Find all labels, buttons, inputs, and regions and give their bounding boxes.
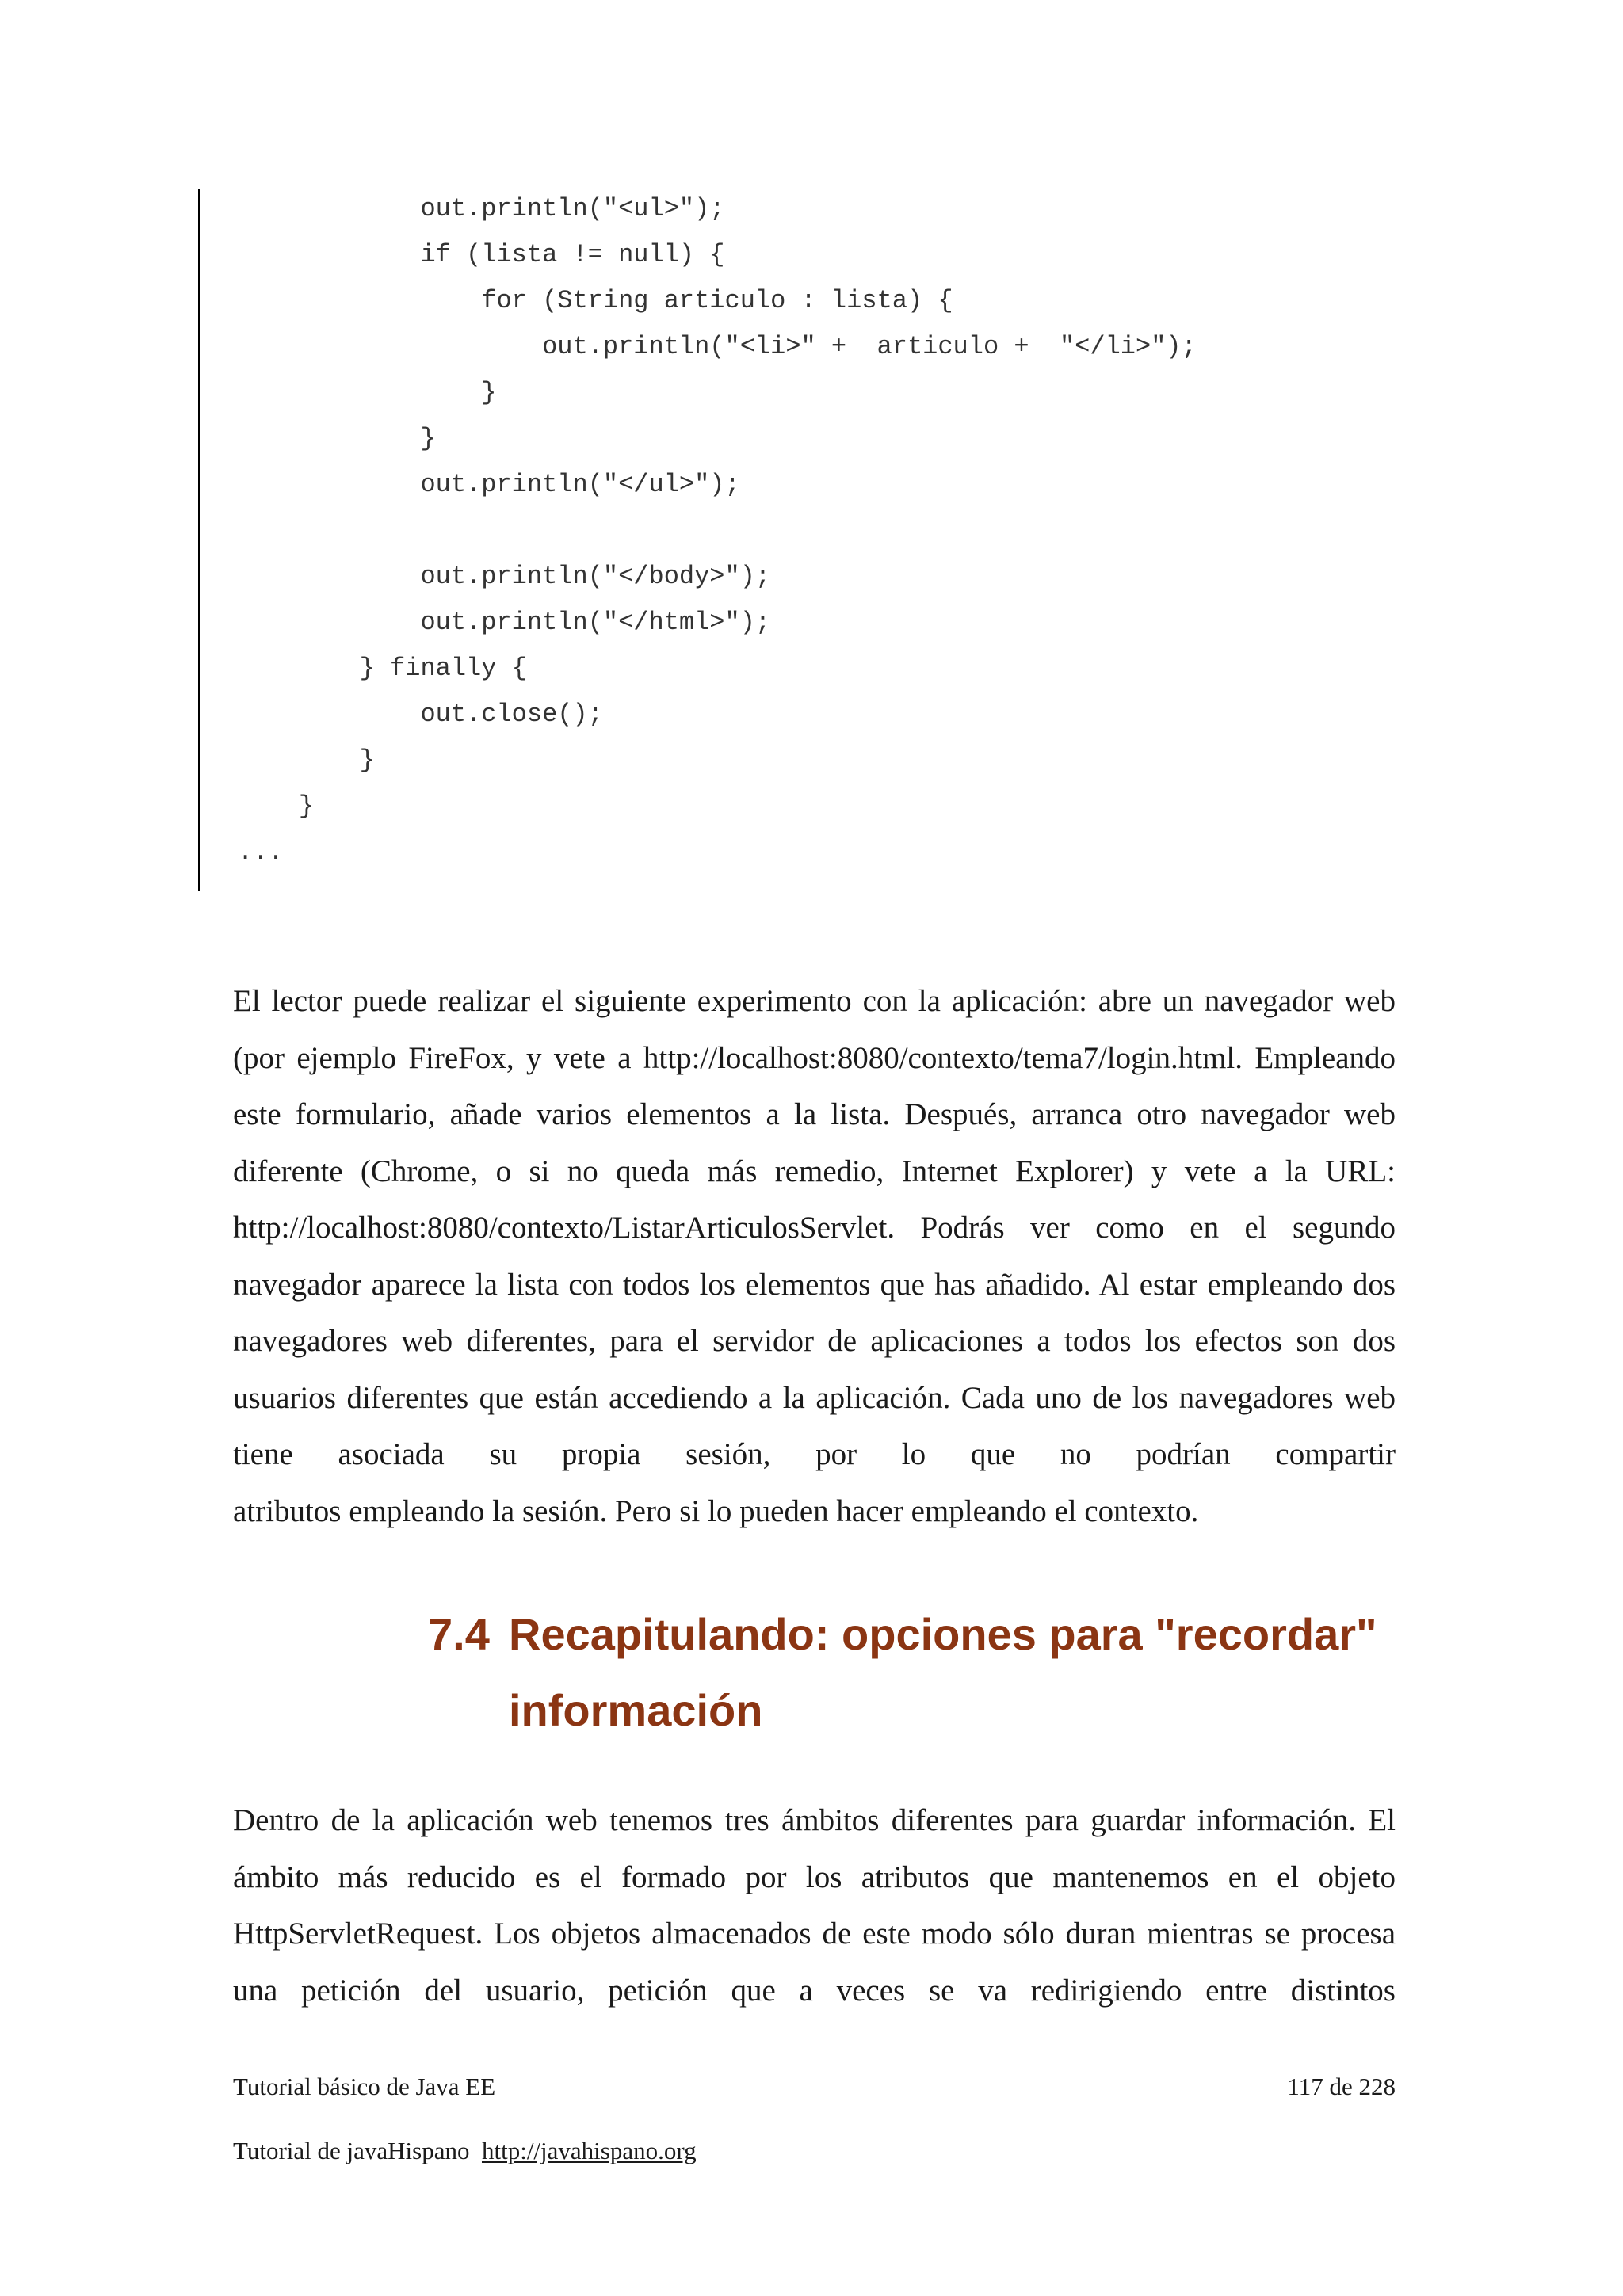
text-line: navegador web diferente (Chrome, o si no queda más remedio, Internet Explorer) y vete xyxy=(233,1097,1396,1188)
page-number: 117 de 228 xyxy=(1287,2073,1396,2100)
text-line: Empleando este formulario, añade varios elementos a la lista. Después, arranca otro xyxy=(233,1040,1396,1131)
code-line: } xyxy=(238,746,375,775)
code-line: } finally { xyxy=(238,654,527,683)
text-line: El ámbito más reducido es el formado por los atributos que mantenemos en el objeto xyxy=(233,1803,1396,1894)
footer-credit xyxy=(233,2135,1396,2167)
section-title-line: información xyxy=(509,1685,763,1735)
text-line: segundo navegador aparece la lista con todos los elementos que has añadido. Al estar xyxy=(233,1211,1396,1302)
section-title-line: Recapitulando: opciones para "recordar" xyxy=(509,1609,1377,1659)
body-paragraph xyxy=(233,1792,1396,2019)
footer-book-title: Tutorial básico de Java EE xyxy=(233,2073,496,2100)
footer-credit-text: Tutorial de javaHispano xyxy=(233,2137,470,2164)
code-line: out.println("<li>" + articulo + "</li>"); xyxy=(238,332,1197,361)
code-line: } xyxy=(238,424,436,453)
code-line: out.println("</body>"); xyxy=(238,562,771,591)
text-line: web (por ejemplo FireFox, y vete a http://localhost:8080/contexto/tema7/login.html. xyxy=(233,984,1396,1075)
section-number: 7.4 xyxy=(428,1609,490,1659)
text-line: HttpServletRequest. Los objetos almacenados de este modo sólo duran mientras se xyxy=(233,1917,1290,1951)
text-line: El lector puede realizar el siguiente experimento con la aplicación: abre un navegador xyxy=(233,984,1334,1018)
code-line: out.println("</html>"); xyxy=(238,608,771,637)
text-line: Dentro de la aplicación web tenemos tres ámbitos diferentes para guardar información. xyxy=(233,1803,1357,1837)
text-line: los navegadores web tiene asociada su propia sesión, por lo que no podrían compartir xyxy=(233,1380,1396,1471)
text-line: atributos empleando la sesión. Pero si lo pueden hacer empleando el contexto. xyxy=(233,1493,1199,1528)
code-line: if (lista != null) { xyxy=(238,240,725,269)
code-line: ... xyxy=(238,837,284,867)
code-line: out.close(); xyxy=(238,700,603,729)
body-paragraph xyxy=(233,973,1396,1539)
code-line: out.println("</ul>"); xyxy=(238,470,740,499)
text-line: a la URL: http://localhost:8080/contexto/ListarArticulosServlet. Podrás ver como en el xyxy=(233,1154,1396,1245)
page-footer xyxy=(233,2071,1396,2103)
text-line: empleando dos navegadores web diferentes, para el servidor de aplicaciones a todos los xyxy=(233,1267,1396,1358)
code-line: } xyxy=(238,378,497,407)
code-line: } xyxy=(238,791,315,821)
code-line: for (String articulo : lista) { xyxy=(238,286,953,315)
javahispano-link[interactable]: http://javahispano.org xyxy=(481,2137,697,2164)
code-line: out.println("<ul>"); xyxy=(238,194,725,223)
section-heading xyxy=(428,1596,1377,1749)
text-line: procesa una petición del usuario, petición que a veces se va redirigiendo entre distintos xyxy=(233,1917,1396,2008)
text-line: efectos son dos usuarios diferentes que están accediendo a la aplicación. Cada uno de xyxy=(233,1324,1396,1415)
code-listing xyxy=(198,189,1405,891)
